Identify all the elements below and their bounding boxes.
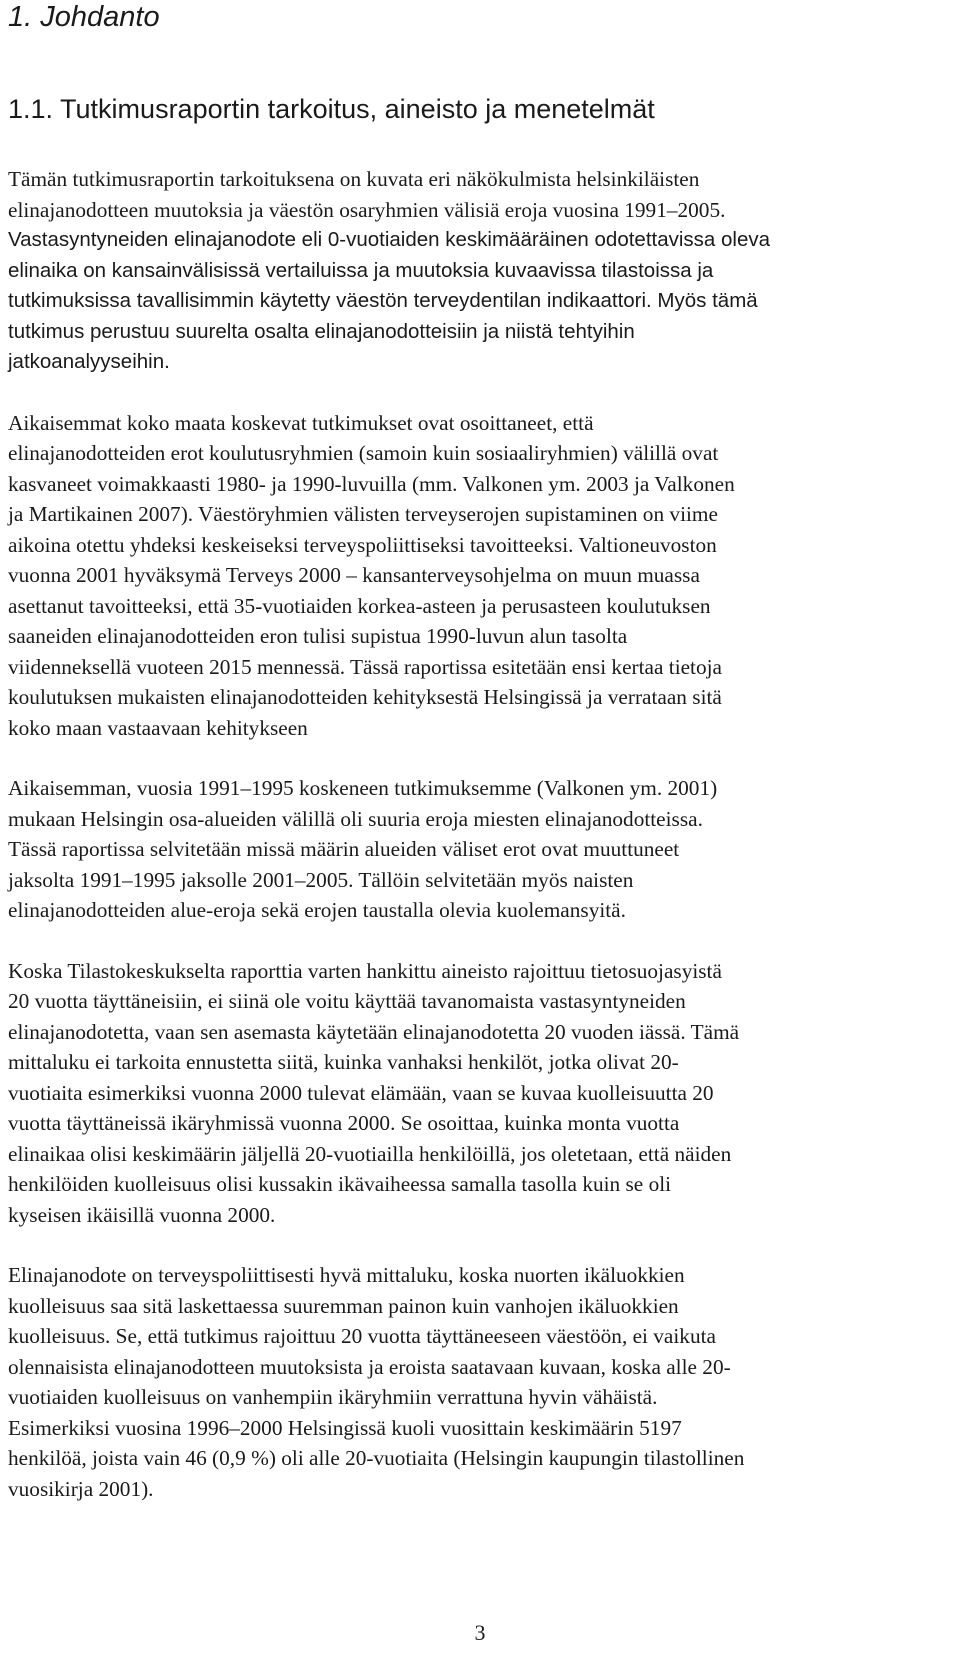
text-line: Aikaisemman, vuosia 1991–1995 koskeneen tutkimuksemme (Valkonen ym. 2001) [8,776,718,800]
text-line: Vastasyntyneiden elinajanodote eli 0-vuotiaiden keskimääräinen odotettavissa oleva [8,228,771,251]
text-line: henkilöä, joista vain 46 (0,9 %) oli alle 20-vuotiaita (Helsingin kaupungin tilastollinen [8,1446,745,1470]
paragraph-2 [8,408,952,744]
text-line: kasvaneet voimakkaasti 1980- ja 1990-luvuilla (mm. Valkonen ym. 2003 ja Valkonen [8,471,735,496]
paragraph-4 [8,956,952,1231]
text-line: elinajanodotteen muutoksia ja väestön osaryhmien välisiä eroja vuosina 1991–2005. [8,197,726,222]
text-line: tutkimuksissa tavallisimmin käytetty väestön terveydentilan indikaattori. Myös tämä [8,289,758,312]
text-line: henkilöiden kuolleisuus olisi kussakin ikävaiheessa samalla tasolla kuin se oli [8,1172,672,1196]
text-line: elinaika on kansainvälisissä vertailuissa ja muutoksia kuvaavissa tilastoissa ja [8,258,714,282]
text-line: koulutuksen mukaisten elinajanodotteiden kehityksestä Helsingissä ja verrataan sitä [8,685,722,709]
text-line: elinajanodotteiden alue-eroja sekä erojen taustalla olevia kuolemansyitä. [8,898,626,922]
text-line: saaneiden elinajanodotteiden eron tulisi supistua 1990-luvun alun tasolta [8,624,628,648]
paragraph-1 [8,164,952,378]
text-line: Esimerkiksi vuosina 1996–2000 Helsingissä kuoli vuosittain keskimäärin 5197 [8,1415,682,1440]
text-line: Aikaisemmat koko maata koskevat tutkimukset ovat osoittaneet, että [8,410,594,435]
body-text [8,164,952,1504]
text-line: koko maan vastaavaan kehitykseen [8,715,308,740]
text-line: Tämän tutkimusraportin tarkoituksena on kuvata eri näkökulmista helsinkiläisten [8,167,700,191]
section-title: 1.1. Tutkimusraportin tarkoitus, aineisto ja menetelmät [8,94,655,124]
document-page [8,0,952,1534]
text-line: kuolleisuus. Se, että tutkimus rajoittuu 20 vuotta täyttäneeseen väestöön, ei vaikuta [8,1324,716,1348]
text-line: vuotiaiden kuolleisuus on vanhempiin ikäryhmiin verrattuna hyvin vähäistä. [8,1385,658,1409]
text-line: kuolleisuus saa sitä laskettaessa suuremman painon kuin vanhojen ikäluokkien [8,1293,679,1318]
text-line: aikoina otettu yhdeksi keskeiseksi terveyspoliittiseksi tavoitteeksi. Valtioneuvoston [8,532,717,557]
text-line: vuosikirja 2001). [8,1476,154,1501]
text-line: Koska Tilastokeskukselta raporttia varten hankittu aineisto rajoittuu tietosuojasyistä [8,958,722,983]
text-line: elinajanodotetta, vaan sen asemasta käytetään elinajanodotetta 20 vuoden iässä. Tämä [8,1019,740,1044]
text-line: jatkoanalyyseihin. [8,350,170,373]
text-line: vuotta täyttäneissä ikäryhmissä vuonna 2000. Se osoittaa, kuinka monta vuotta [8,1111,680,1135]
text-line: elinaikaa olisi keskimäärin jäljellä 20-vuotiailla henkilöillä, jos oletetaan, että näiden [8,1141,732,1166]
text-line: Tässä raportissa selvitetään missä määrin alueiden väliset erot ovat muuttuneet [8,837,680,861]
text-line: kyseisen ikäisillä vuonna 2000. [8,1202,276,1227]
text-line: 20 vuotta täyttäneisiin, ei siinä ole voitu käyttää tavanomaista vastasyntyneiden [8,989,686,1013]
text-line: asettanut tavoitteeksi, että 35-vuotiaiden korkea-asteen ja perusasteen koulutuksen [8,593,711,618]
text-line: olennaisista elinajanodotteen muutoksista ja eroista saatavaan kuvaan, koska alle 20- [8,1354,731,1379]
text-line: vuotiaita esimerkiksi vuonna 2000 tulevat elämään, vaan se kuvaa kuolleisuutta 20 [8,1080,714,1105]
text-line: viidenneksellä vuoteen 2015 mennessä. Tässä raportissa esitetään ensi kertaa tietoja [8,654,722,679]
paragraph-5 [8,1260,952,1504]
text-line: elinajanodotteiden erot koulutusryhmien (samoin kuin sosiaaliryhmien) välillä ovat [8,441,719,465]
text-line: tutkimus perustuu suurelta osalta elinajanodotteisiin ja niistä tehtyihin [8,319,635,343]
text-line: jaksolta 1991–1995 jaksolle 2001–2005. Tällöin selvitetään myös naisten [8,867,634,892]
text-line: mukaan Helsingin osa-alueiden välillä oli suuria eroja miesten elinajanodotteissa. [8,806,703,831]
text-line: mittaluku ei tarkoita ennustetta siitä, kuinka vanhaksi henkilöt, jotka olivat 20- [8,1050,679,1074]
page-number: 3 [474,1620,486,1645]
chapter-title: 1. Johdanto [8,1,160,33]
text-line: vuonna 2001 hyväksymä Terveys 2000 – kansanterveysohjelma on muun muassa [8,563,700,587]
text-line: Elinajanodote on terveyspoliittisesti hyvä mittaluku, koska nuorten ikäluokkien [8,1263,685,1287]
paragraph-3 [8,773,952,926]
text-line: ja Martikainen 2007). Väestöryhmien välisten terveyserojen supistaminen on viime [8,502,718,526]
